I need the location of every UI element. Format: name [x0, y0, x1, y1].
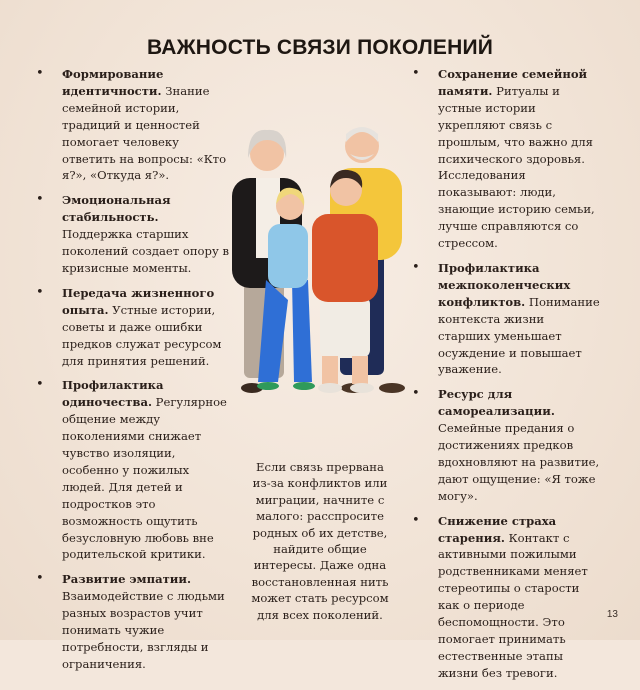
left-column [34, 66, 230, 681]
list-item [410, 66, 600, 252]
list-item [34, 285, 230, 370]
bullet-icon: • [412, 259, 420, 275]
item-heading: Эмоциональная стабильность. [62, 193, 171, 225]
list-item [410, 260, 600, 378]
list-item [410, 386, 600, 504]
page-title: ВАЖНОСТЬ СВЯЗИ ПОКОЛЕНИЙ [146, 36, 494, 59]
list-item [34, 571, 230, 672]
bullet-icon: • [412, 386, 420, 402]
item-heading: Передача жизненного опыта. [62, 285, 215, 317]
item-heading: Развитие эмпатии. [62, 572, 192, 587]
bullet-icon: • [412, 512, 420, 528]
bullet-icon: • [36, 571, 44, 587]
page-number: 13 [606, 609, 618, 620]
list-item [34, 66, 230, 184]
list-item [410, 513, 600, 682]
bullet-icon: • [36, 66, 44, 81]
item-heading: Сохранение семейной памяти. [438, 67, 588, 98]
item-heading: Формирование идентичности. [62, 67, 164, 98]
list-item [34, 377, 230, 563]
item-text: Регулярное общение между поколениями снижает чувство изоляции, особенно у пожилых людей. Для детей и подростков это возможность ощутить безусловную любовь вне родительской критики. [62, 395, 227, 562]
item-text: Устные истории, советы и даже ошибки предков служат ресурсом для принятия решений. [62, 302, 222, 368]
item-text: Взаимодействие с людьми разных возрастов учит понимать чужие потребности, взгляды и ограничения. [62, 589, 225, 671]
item-text: Ритуалы и устные истории укрепляют связь с прошлым, что важно для психического здоровья. Исследования показывают: люди, знающие историю семьи, лучше справляются со стрессом. [438, 83, 595, 251]
bullet-icon: • [36, 284, 44, 300]
bullet-icon: • [412, 66, 420, 81]
right-column [410, 66, 600, 690]
item-text: Семейные предания о достижениях предков вдохновляют на развитие, дают ощущение: «Я тоже могу». [438, 421, 600, 503]
item-text: Контакт с активными пожилыми родственниками меняет стереотипы о старости как о периоде беспомощности. Это помогает принимать естественные этапы жизни без тревоги. [438, 530, 588, 680]
item-heading: Профилактика одиночества. [62, 378, 164, 410]
bullet-icon: • [36, 192, 44, 208]
bullet-icon: • [36, 377, 44, 393]
item-heading: Ресурс для самореализации. [438, 387, 555, 419]
item-text: Знание семейной истории, традиций и ценностей помогает человеку ответить на вопросы: «Кто я?», «Откуда я?». [62, 83, 227, 183]
item-heading: Профилактика межпоколенческих конфликтов. [438, 260, 571, 309]
item-text: Понимание контекста жизни старших уменьшает осуждение и повышает уважение. [438, 294, 600, 377]
list-item [34, 192, 230, 277]
item-heading: Снижение страха старения. [438, 513, 557, 545]
family-illustration [222, 120, 422, 402]
item-text: Поддержка старших поколений создает опору в кризисные моменты. [62, 227, 229, 275]
center-note: Если связь прервана из-за конфликтов или миграции, начните с малого: расспросите родных об их детстве, найдите общие интересы. Даже одна восстановленная нить может стать ресурсом для всех поколений. [251, 460, 389, 622]
